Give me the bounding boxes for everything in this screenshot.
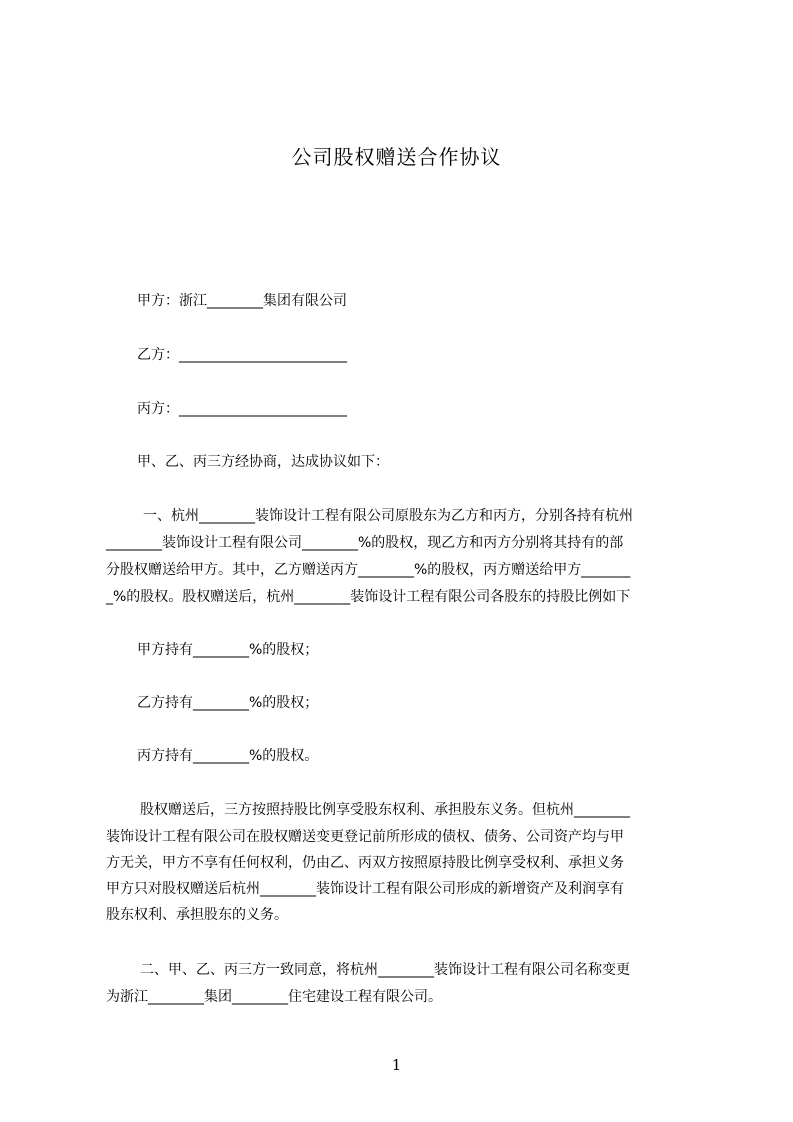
party-c-line: 丙方：________________________ xyxy=(137,401,347,417)
post-gift-line: 装饰设计工程有限公司在股权赠送变更登记前所形成的债权、债务、公司资产均与甲 xyxy=(106,829,624,845)
party-a-line: 甲方：浙江________集团有限公司 xyxy=(137,293,347,309)
clause1-line: 一、杭州________装饰设计工程有限公司原股东为乙方和丙方，分别各持有杭州 xyxy=(143,508,633,524)
post-gift-line: 方无关，甲方不享有任何权利，仍由乙、丙双方按照原持股比例享受权利、承担义务 xyxy=(106,855,624,871)
clause1-line: 分股权赠送给甲方。其中，乙方赠送丙方________%的股权，丙方赠送给甲方_______ xyxy=(106,562,631,578)
holding-a-line: 甲方持有________%的股权； xyxy=(137,642,319,658)
post-gift-line: 股权赠送后，三方按照持股比例享受股东权利、承担股东义务。但杭州________ xyxy=(140,802,630,818)
preamble: 甲、乙、丙三方经协商，达成协议如下： xyxy=(137,454,389,470)
page-number: 1 xyxy=(391,1056,402,1074)
holding-c-line: 丙方持有________%的股权。 xyxy=(137,748,319,764)
clause1-line: ________装饰设计工程有限公司________%的股权，现乙方和丙方分别将其持有的部 xyxy=(106,535,624,551)
holding-b-line: 乙方持有________%的股权； xyxy=(137,695,319,711)
clause2-line: 为浙江________集团________住宅建设工程有限公司。 xyxy=(106,989,442,1005)
post-gift-line: 股东权利、承担股东的义务。 xyxy=(106,907,288,923)
document-title: 公司股权赠送合作协议 xyxy=(291,145,502,169)
clause1-line: _%的股权。股权赠送后，杭州________装饰设计工程有限公司各股东的持股比例如下 xyxy=(106,589,631,605)
clause2-line: 二、甲、乙、丙三方一致同意，将杭州________装饰设计工程有限公司名称变更 xyxy=(140,962,630,978)
post-gift-line: 甲方只对股权赠送后杭州________装饰设计工程有限公司形成的新增资产及利润享有 xyxy=(106,881,624,897)
party-b-line: 乙方：________________________ xyxy=(137,347,347,363)
